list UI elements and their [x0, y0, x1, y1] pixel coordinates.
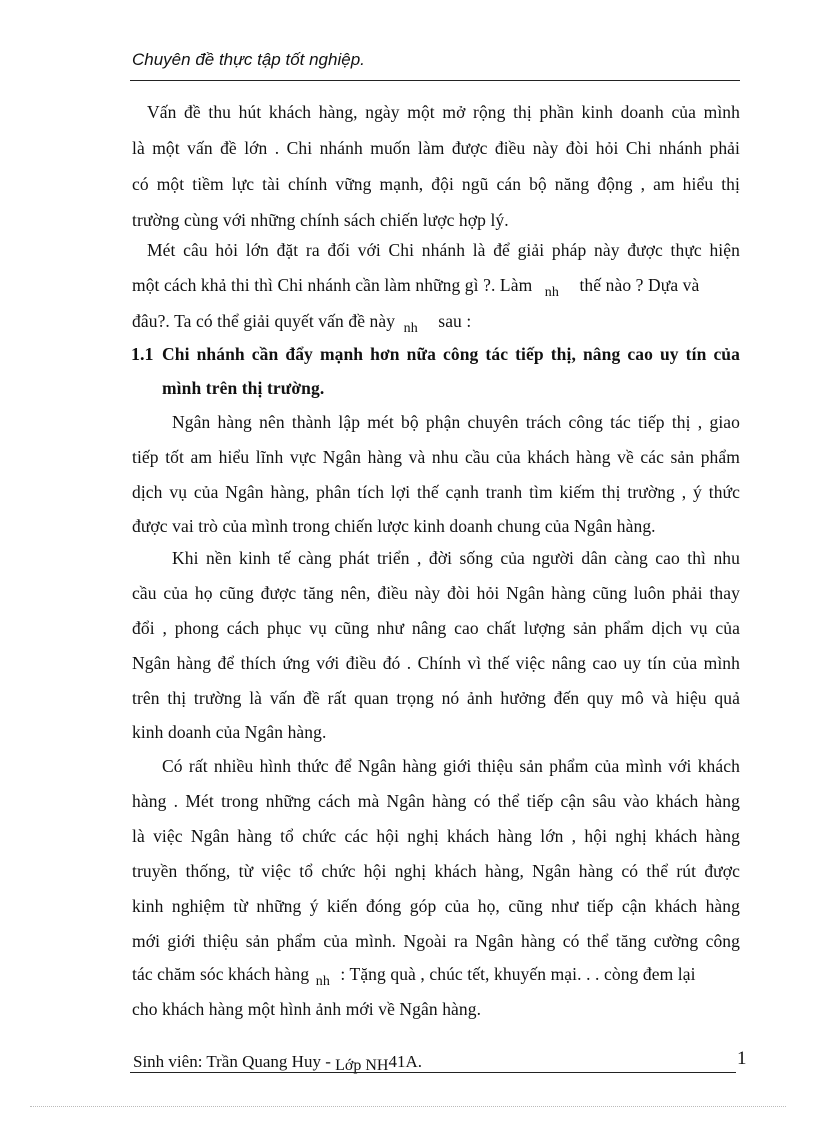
- para2-line2: [132, 275, 700, 300]
- footer-prefix: Sinh viên: Trần Quang Huy -: [133, 1052, 331, 1071]
- para3-line3: dịch vụ của Ngân hàng, phân tích lợi thế cạnh tranh tìm kiếm thị trường , ý thức: [132, 482, 740, 502]
- para1-line3: có một tiềm lực tài chính vững mạnh, đội ngũ cán bộ năng động , am hiểu thị: [132, 174, 740, 194]
- para2-line2-c: thế nào ? Dựa và: [579, 275, 700, 295]
- para5-line7: [132, 964, 696, 989]
- para3-line2: tiếp tốt am hiểu lĩnh vực Ngân hàng và nhu cầu của khách hàng về các sản phẩm: [132, 447, 740, 467]
- para2-line2-a: một cách khả thi thì Chi nhánh cần làm những gì ?. Làm: [132, 275, 533, 295]
- para5-line7-nh: nh: [315, 974, 330, 989]
- page-number: 1: [737, 1048, 747, 1069]
- para2-line3: [132, 311, 472, 336]
- para5-line2: hàng . Mét trong những cách mà Ngân hàng có thể tiếp cận sâu vào khách hàng: [132, 791, 740, 811]
- para1-line2: là một vấn đề lớn . Chi nhánh muốn làm được điều này đòi hỏi Chi nhánh phải: [132, 138, 740, 158]
- para2-line1: Mét câu hỏi lớn đặt ra đối với Chi nhánh là để giải pháp này được thực hiện: [147, 240, 740, 260]
- para3-line4: được vai trò của mình trong chiến lược kinh doanh chung của Ngân hàng.: [132, 516, 656, 536]
- para4-line3: đổi , phong cách phục vụ cũng như nâng cao chất lượng sản phẩm dịch vụ của: [132, 618, 740, 638]
- para2-line3-nh: nh: [403, 321, 418, 336]
- para3-line1: Ngân hàng nên thành lập mét bộ phận chuyên trách công tác tiếp thị , giao: [172, 412, 740, 432]
- footer-rule: [130, 1072, 736, 1073]
- page-bottom-border: [30, 1106, 786, 1107]
- heading-line1: Chi nhánh cần đẩy mạnh hơn nữa công tác tiếp thị, nâng cao uy tín của: [162, 344, 740, 364]
- footer-class-suffix: 41A.: [388, 1052, 422, 1071]
- header-title: Chuyên đề thực tập tốt nghiệp.: [132, 50, 365, 69]
- para5-line3: là việc Ngân hàng tổ chức các hội nghị khách hàng lớn , hội nghị khách hàng: [132, 826, 740, 846]
- para5-line7-c: : Tặng quà , chúc tết, khuyến mại. . . còng đem lại: [340, 964, 696, 984]
- heading-line2: mình trên thị trường.: [162, 378, 325, 398]
- para5-line4: truyền thống, từ việc tổ chức hội nghị khách hàng, Ngân hàng có thể rút được: [132, 861, 740, 881]
- para4-line6: kinh doanh của Ngân hàng.: [132, 722, 327, 742]
- para5-line7-a: tác chăm sóc khách hàng: [132, 964, 310, 984]
- para2-line3-c: sau :: [438, 311, 472, 331]
- para1-line1: Vấn đề thu hút khách hàng, ngày một mở rộng thị phần kinh doanh của mình: [147, 102, 740, 122]
- footer-author: [133, 1052, 422, 1072]
- para4-line5: trên thị trường là vấn đề rất quan trọng nó ảnh hưởng đến quy mô và hiệu quả: [132, 688, 740, 708]
- para1-line4: trường cùng với những chính sách chiến lược hợp lý.: [132, 210, 509, 230]
- para5-line6: mới giới thiệu sản phẩm của mình. Ngoài ra Ngân hàng có thể tăng cường công: [132, 931, 740, 951]
- para4-line1: Khi nền kinh tế càng phát triển , đời sống của người dân càng cao thì nhu: [172, 548, 740, 568]
- para2-line3-a: đâu?. Ta có thể giải quyết vấn đề này: [132, 311, 396, 331]
- para2-line2-nh: nh: [544, 285, 559, 300]
- para4-line4: Ngân hàng để thích ứng với điều đó . Chính vì thế việc nâng cao uy tín của mình: [132, 653, 740, 673]
- header-rule: [130, 80, 740, 81]
- para4-line2: cầu của họ cũng được tăng nên, điều này đòi hỏi Ngân hàng cũng luôn phải thay: [132, 583, 740, 603]
- para5-line5: kinh nghiệm từ những ý kiến đóng góp của họ, cũng như tiếp cận khách hàng: [132, 896, 740, 916]
- footer-class-sub: Lớp NH: [335, 1057, 389, 1074]
- para5-line1: Có rất nhiều hình thức để Ngân hàng giới thiệu sản phẩm của mình với khách: [162, 756, 740, 776]
- para5-line8: cho khách hàng một hình ảnh mới về Ngân hàng.: [132, 999, 482, 1019]
- heading-number: 1.1: [131, 344, 154, 364]
